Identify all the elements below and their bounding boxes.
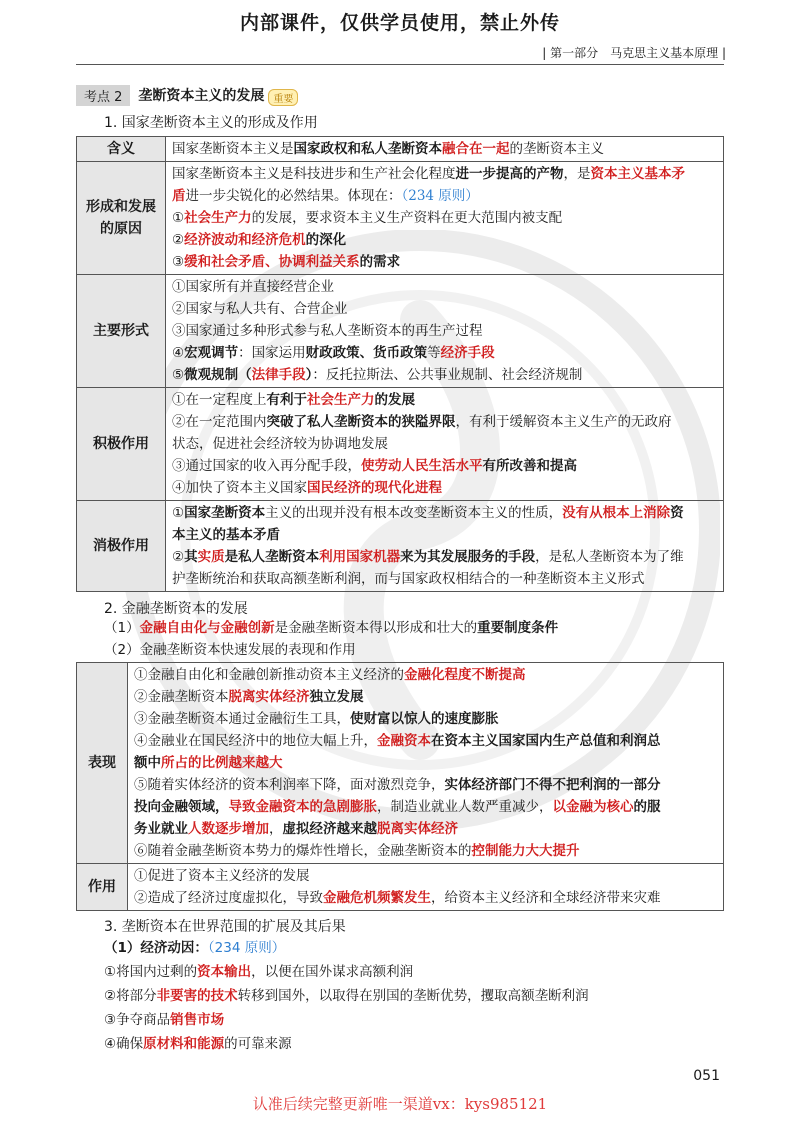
table-row (77, 388, 724, 501)
section-3-heading: 3. 垄断资本在世界范围的扩展及其后果 (104, 919, 346, 935)
row-label: 消极作用 (77, 501, 166, 592)
section-3-sub-1: （1）经济动因：（234 原则） (104, 940, 286, 956)
footer-notice: 认准后续完整更新唯一渠道vx：kys985121 (252, 1095, 548, 1113)
row-label: 形成和发展 的原因 (77, 162, 166, 275)
point-title: 垄断资本主义的发展 (138, 88, 265, 104)
table-row (77, 864, 724, 911)
row-label: 积极作用 (77, 388, 166, 501)
section-2-point-2: （2）金融垄断资本快速发展的表现和作用 (104, 642, 356, 658)
row-content: ①金融自由化和金融创新推动资本主义经济的金融化程度不断提高 ②金融垄断资本脱离实体经济独立发展 ③金融垄断资本通过金融衍生工具，使财富以惊人的速度膨胀 ④金融业在国民经济中的地位大幅上升，金融资本在资本主义国家国内生产总值和利润总 额中所占的比例越来越大 ⑤随着实体经济的资本利润率下降，面对激烈竞争，实体经济部门不得不把利润的一部分 投向金融领域，导致金融资本的急剧膨胀，制造业就业人数严重减少，以金融为核心的服 务业就业人数逐步增加，虚拟经济越来越脱离实体经济 ⑥随着金融垄断资本势力的爆炸性增长，金融垄断资本的控制能力大大提升 (128, 663, 724, 864)
list-item: ②将部分非要害的技术转移到国外，以取得在别国的垄断优势，攫取高额垄断利润 (104, 988, 589, 1004)
important-badge: 重要 (268, 89, 298, 106)
page-number: 051 (693, 1068, 720, 1084)
table-row (77, 275, 724, 388)
row-content: ①在一定程度上有利于社会生产力的发展 ②在一定范围内突破了私人垄断资本的狭隘界限，有利于缓解资本主义生产的无政府 状态，促进社会经济较为协调地发展 ③通过国家的收入再分配手段，使劳动人民生活水平有所改善和提高 ④加快了资本主义国家国民经济的现代化进程 (166, 388, 724, 501)
table-row (77, 162, 724, 275)
point-tag: 考点 2 (76, 85, 130, 106)
row-content: ①促进了资本主义经济的发展 ②造成了经济过度虚拟化，导致金融危机频繁发生，给资本主义经济和全球经济带来灾难 (128, 864, 724, 911)
section-2-heading: 2. 金融垄断资本的发展 (104, 601, 248, 617)
section-label: | 第一部分 马克思主义基本原理 | (542, 46, 726, 60)
list-item: ④确保原材料和能源的可靠来源 (104, 1036, 292, 1052)
row-content: ①国家所有并直接经营企业 ②国家与私人共有、合营企业 ③国家通过多种形式参与私人垄断资本的再生产过程 ④宏观调节：国家运用财政政策、货币政策等经济手段 ⑤微观规制（法律手段）：反托拉斯法、公共事业规制、社会经济规制 (166, 275, 724, 388)
row-content: ①国家垄断资本主义的出现并没有根本改变垄断资本主义的性质，没有从根本上消除资 本主义的基本矛盾 ②其实质是私人垄断资本利用国家机器来为其发展服务的手段，是私人垄断资本为了维 护垄断统治和获取高额垄断利润，而与国家政权相结合的一种垄断资本主义形式 (166, 501, 724, 592)
point-heading (76, 84, 298, 106)
row-label: 主要形式 (77, 275, 166, 388)
document-title: 内部课件，仅供学员使用，禁止外传 (239, 12, 560, 34)
row-label: 含义 (77, 137, 166, 162)
table-row (77, 663, 724, 864)
list-item: ①将国内过剩的资本输出，以便在国外谋求高额利润 (104, 964, 414, 980)
header-divider (76, 64, 724, 65)
row-content: 国家垄断资本主义是科技进步和生产社会化程度进一步提高的产物，是资本主义基本矛 盾进一步尖锐化的必然结果。体现在：（234 原则） ①社会生产力的发展，要求资本主义生产资料在更大范围内被支配 ②经济波动和经济危机的深化 ③缓和社会矛盾、协调利益关系的需求 (166, 162, 724, 275)
list-item: ③争夺商品销售市场 (104, 1012, 225, 1028)
row-label: 作用 (77, 864, 128, 911)
table-row (77, 137, 724, 162)
financial-capital-table (76, 662, 724, 911)
section-1-heading: 1. 国家垄断资本主义的形成及作用 (104, 115, 318, 131)
table-row (77, 501, 724, 592)
section-2-point-1: （1）金融自由化与金融创新是金融垄断资本得以形成和壮大的重要制度条件 (104, 620, 559, 636)
state-monopoly-table (76, 136, 724, 592)
row-content: 国家垄断资本主义是国家政权和私人垄断资本融合在一起的垄断资本主义 (166, 137, 724, 162)
row-label: 表现 (77, 663, 128, 864)
